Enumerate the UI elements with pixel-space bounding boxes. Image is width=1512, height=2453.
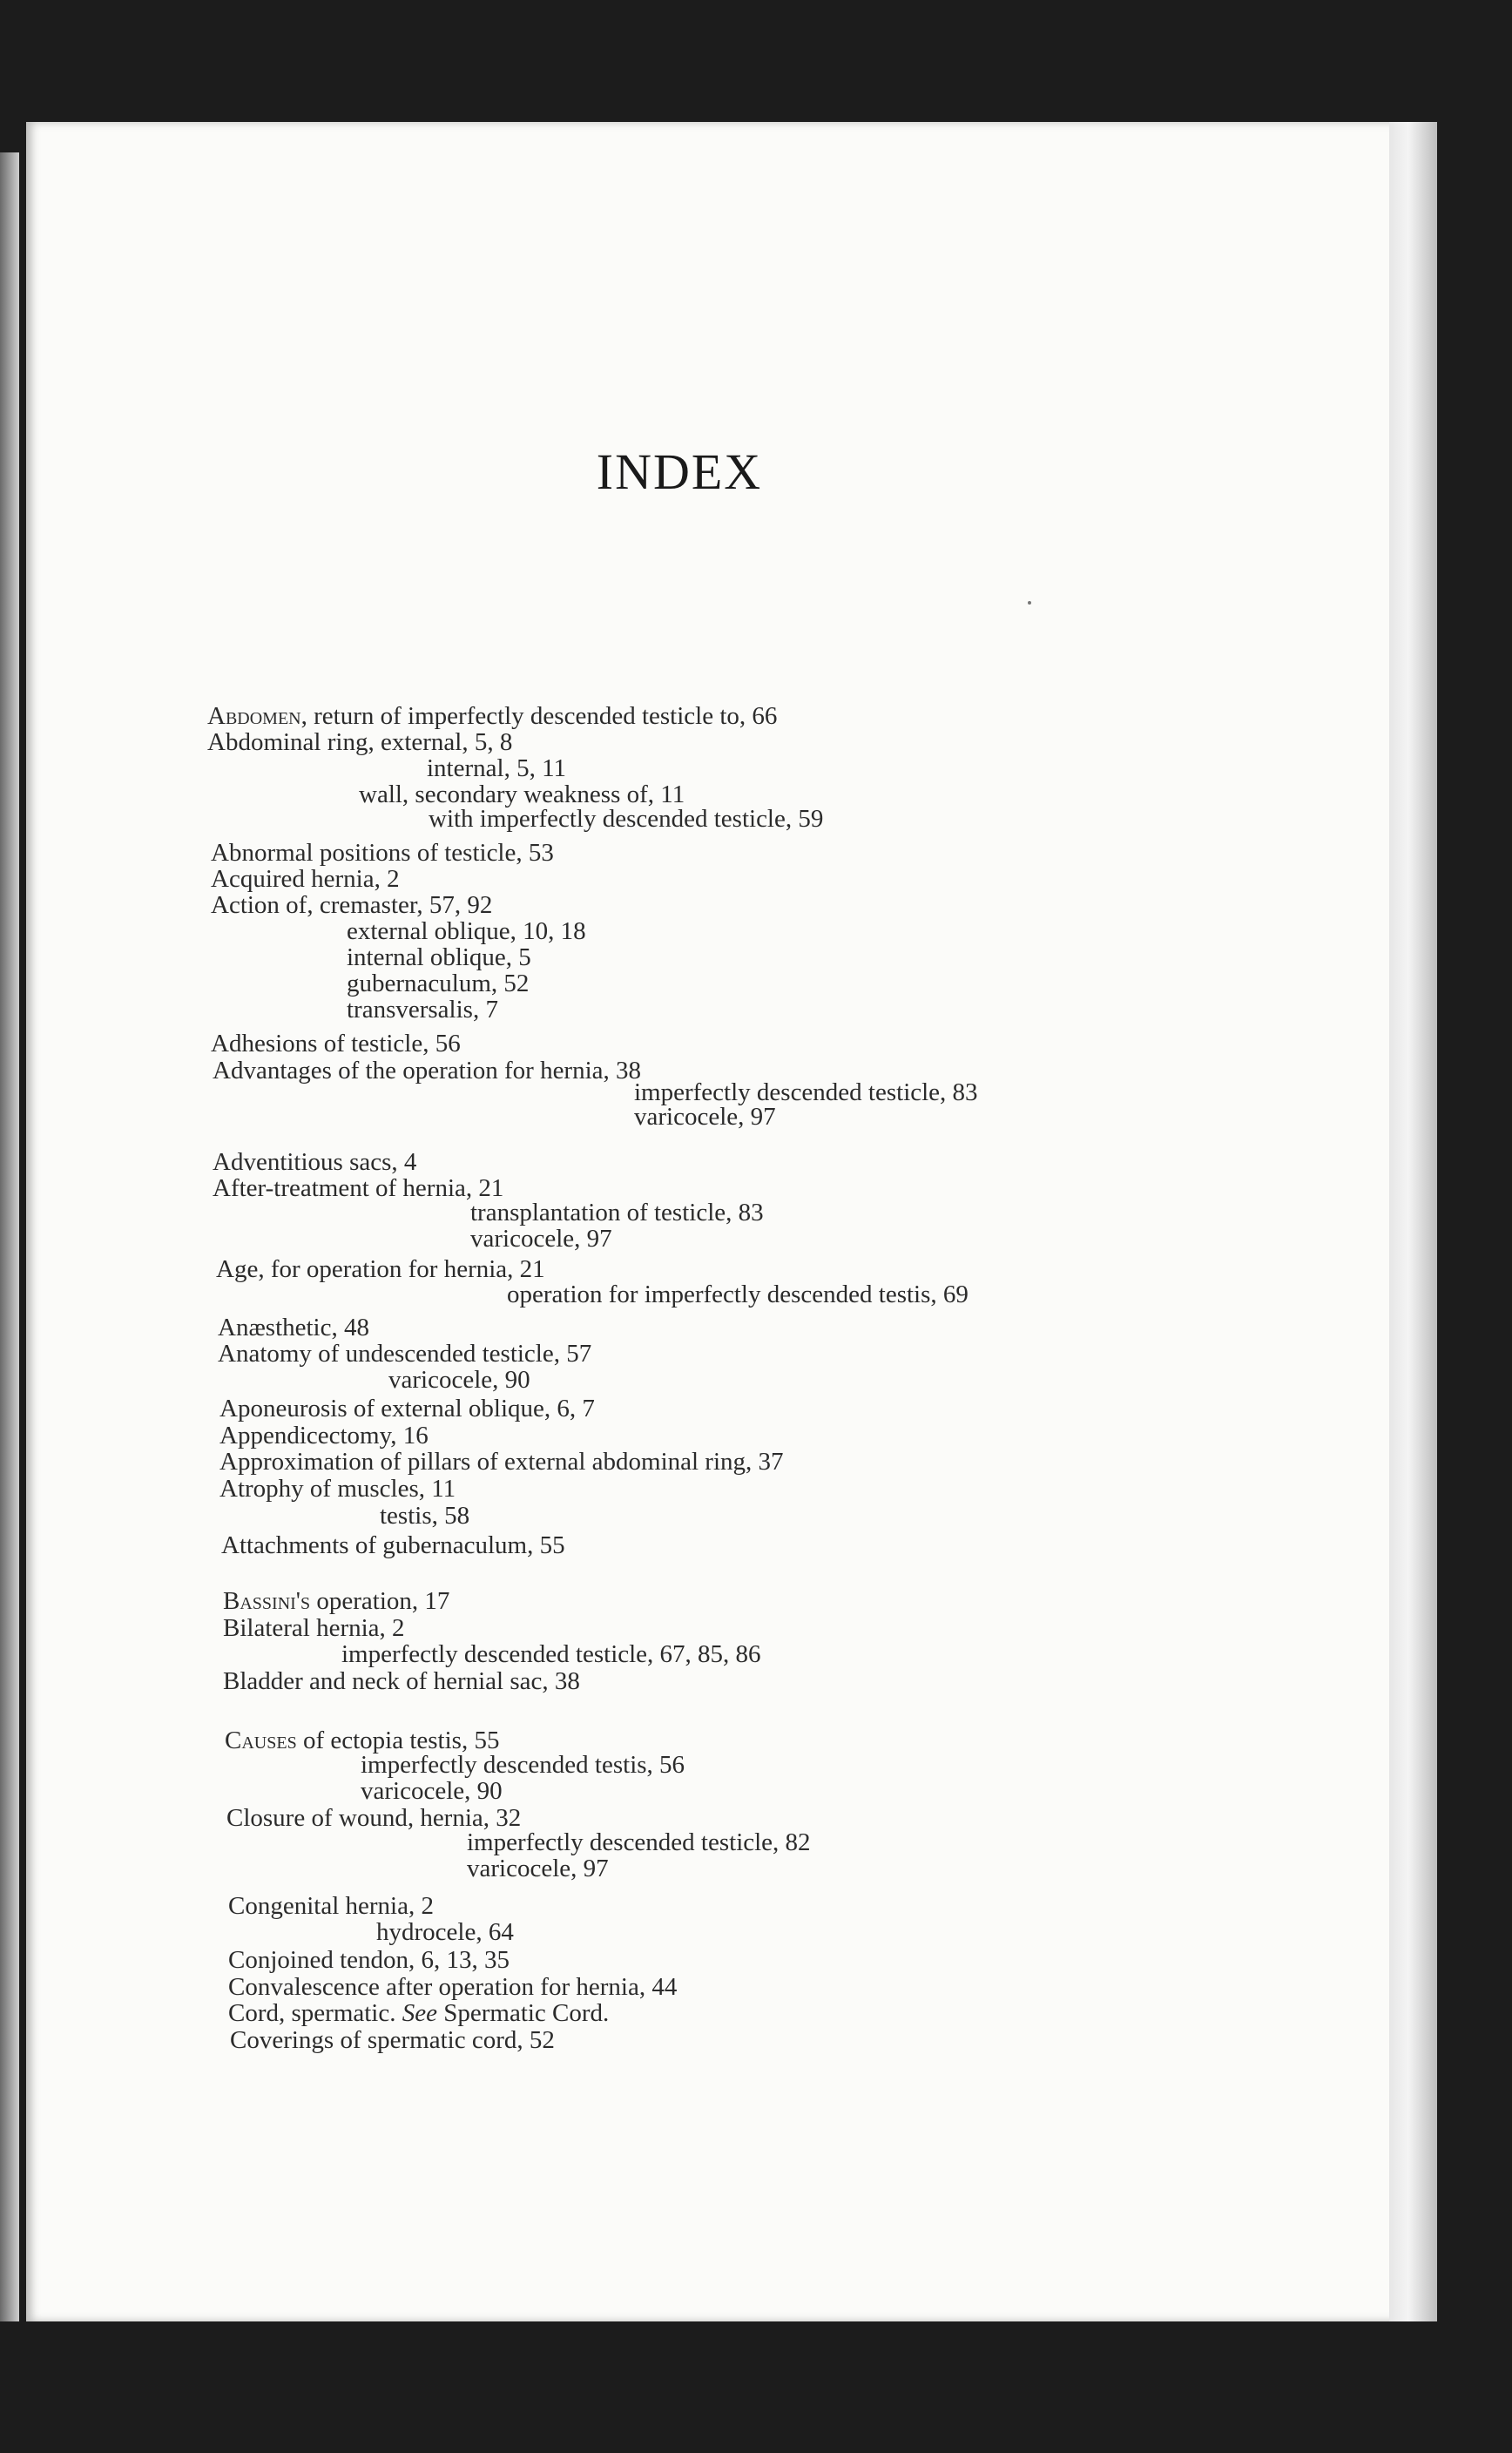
index-subentry: gubernaculum, 52	[347, 970, 530, 997]
index-entry: Approximation of pillars of external abdominal ring, 37	[219, 1448, 784, 1476]
index-entry: Bassini's operation, 17	[223, 1587, 450, 1615]
index-entry: After-treatment of hernia, 21	[213, 1174, 504, 1202]
index-subentry: transversalis, 7	[347, 996, 498, 1024]
index-subentry: varicocele, 90	[388, 1366, 530, 1394]
index-entry: Abdomen, return of imperfectly descended testicle to, 66	[207, 702, 778, 730]
index-subentry: imperfectly descended testis, 56	[361, 1751, 685, 1779]
index-entry: Conjoined tendon, 6, 13, 35	[228, 1946, 510, 1974]
index-entry: Action of, cremaster, 57, 92	[211, 891, 493, 919]
index-entry: Closure of wound, hernia, 32	[226, 1804, 522, 1832]
index-subentry: varicocele, 90	[361, 1777, 503, 1805]
index-subentry: internal, 5, 11	[427, 754, 566, 782]
index-subentry: imperfectly descended testicle, 82	[467, 1828, 811, 1856]
index-entry: Bilateral hernia, 2	[223, 1614, 405, 1642]
index-subentry: operation for imperfectly descended testis, 69	[507, 1281, 969, 1308]
index-entry: Convalescence after operation for hernia, 44	[228, 1973, 678, 2001]
index-entry: Cord, spermatic. See Spermatic Cord.	[228, 1999, 610, 2027]
index-subentry: transplantation of testicle, 83	[470, 1199, 764, 1226]
index-entry: Causes of ectopia testis, 55	[225, 1727, 500, 1754]
index-subentry: varicocele, 97	[634, 1103, 776, 1131]
index-entry: Age, for operation for hernia, 21	[216, 1255, 545, 1283]
index-entry: Adhesions of testicle, 56	[211, 1030, 461, 1058]
index-entry: Anæsthetic, 48	[218, 1314, 369, 1341]
index-subentry: hydrocele, 64	[376, 1918, 514, 1946]
index-entry: Abdominal ring, external, 5, 8	[207, 728, 513, 756]
index-subentry: varicocele, 97	[470, 1225, 612, 1253]
index-entry: Appendicectomy, 16	[219, 1422, 429, 1450]
index-entry: Atrophy of muscles, 11	[219, 1475, 456, 1503]
index-entry: Acquired hernia, 2	[211, 865, 400, 893]
index-entry: Advantages of the operation for hernia, 38	[213, 1057, 642, 1085]
index-entry: Aponeurosis of external oblique, 6, 7	[219, 1395, 595, 1422]
index-subentry: testis, 58	[380, 1502, 470, 1530]
index-entry: Congenital hernia, 2	[228, 1892, 434, 1920]
index-subentry: external oblique, 10, 18	[347, 917, 586, 945]
index-entry: Adventitious sacs, 4	[213, 1148, 417, 1176]
index-entry: Abnormal positions of testicle, 53	[211, 839, 554, 867]
index-subentry: wall, secondary weakness of, 11	[359, 780, 685, 808]
speck	[1028, 601, 1031, 605]
page-title: INDEX	[596, 443, 763, 500]
index-subentry: varicocele, 97	[467, 1855, 609, 1882]
index-subentry: with imperfectly descended testicle, 59	[429, 805, 824, 833]
index-entry: Coverings of spermatic cord, 52	[230, 2026, 555, 2054]
index-subentry: imperfectly descended testicle, 67, 85, 86	[341, 1640, 761, 1668]
index-entry: Anatomy of undescended testicle, 57	[218, 1340, 592, 1368]
index-subentry: imperfectly descended testicle, 83	[634, 1078, 978, 1106]
index-entry: Bladder and neck of hernial sac, 38	[223, 1667, 580, 1695]
page-stack-edge	[1389, 122, 1437, 2321]
index-entry: Attachments of gubernaculum, 55	[221, 1531, 565, 1559]
index-subentry: internal oblique, 5	[347, 943, 531, 971]
